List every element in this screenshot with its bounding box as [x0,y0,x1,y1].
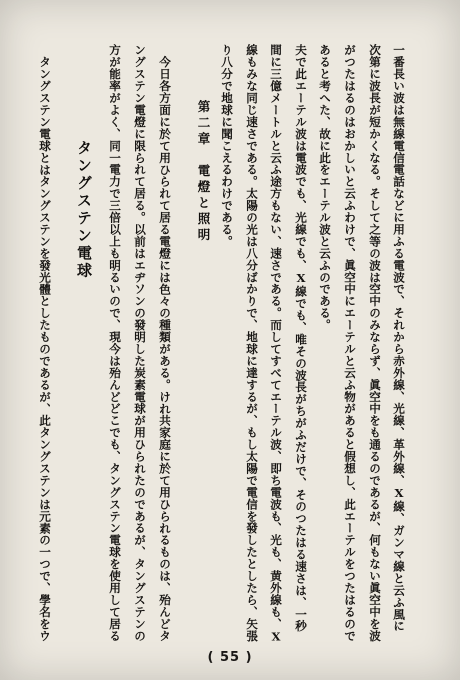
text-line: 夫で此エーテル波は電波でも、光線でも、X線でも、唯その波長がちがふだけで、そのつたはる速さは、一秒 [294,44,308,632]
chapter-heading: 第二章 電燈と照明 [196,100,211,244]
text-line: ングステン電燈に限られて居る。以前はエヂソンの發明した炭素電球が用ひられたのであるが、タングステンの [133,44,147,642]
text-line: 今日各方面に於て用ひられて居る電燈には色々の種類がある。けれ共家庭に於て用ひられるものは、殆んどタ [158,56,172,642]
text-line: 一番長い波は無線電信電話などに用ふる電波で、それから赤外線、光線、革外線、X線、ガンマ線と云ふ風に [392,44,406,632]
text-line: がつたはるのはおかしいと云ふわけで、眞空中にエーテルと云ふ物があると假想し、此エーテルをつたはるので [343,44,357,642]
text-line: 次第に波長が短かくなる。そして之等の波は空中のみならず、眞空中をも通るのであるが、何もない眞空中を波 [368,44,382,642]
page-number: ( 55 ) [207,650,253,665]
text-line: 方が能率がよく、同一電力で三倍以上も明るいので、現今は殆んどどこでも、タングステン電球を使用して居る [108,44,122,642]
text-line: 線もみな同じ速さである。太陽の光は八分ばかりで、地球に達するが、もし太陽で電信を發したとしたら、矢張 [245,44,259,642]
text-line: あると考へた、故に此をエーテル波と云ふのである。 [318,44,332,331]
text-line: 間に三億メートルと云ふ途方もない、速さである。而してすべてエーテル波、即ち電波も、光も、黄外線も、X [269,44,283,644]
section-heading: タングステン電球 [75,140,93,280]
text-line: り八分で地球に聞こえるわけである。 [220,44,234,248]
text-line: タングステン電球とはタングステンを發光體としたものであるが、此タングステンは元素の一つで、學名をウ [38,56,52,642]
